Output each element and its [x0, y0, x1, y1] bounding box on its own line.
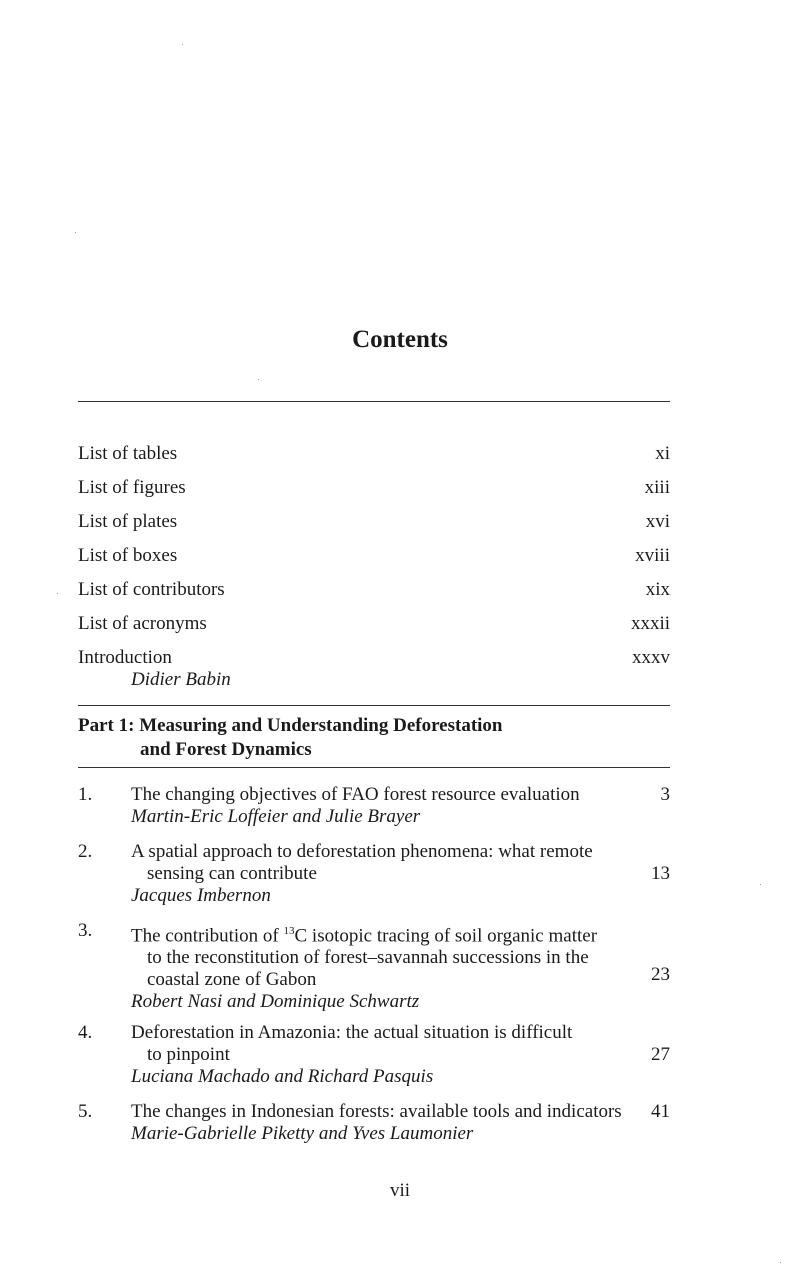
page-number: 3 [660, 784, 670, 805]
page-number: 41 [651, 1101, 670, 1122]
folio-page-number: vii [389, 1180, 411, 1201]
chapter-authors: Jacques Imbernon [131, 885, 271, 906]
title-rule [78, 401, 670, 402]
front-matter-label: List of acronyms [78, 613, 207, 634]
chapter-title-line [131, 920, 641, 947]
chapter-entry[interactable] [78, 1022, 670, 1088]
chapter-number: 3. [78, 920, 93, 941]
page-number: xiii [644, 477, 670, 498]
chapter-number: 1. [78, 784, 93, 805]
part-heading-line1: Part 1: Measuring and Understanding Deforestation [78, 715, 503, 736]
front-matter-label: List of contributors [78, 579, 225, 600]
front-matter-item[interactable] [78, 579, 670, 601]
front-matter-label: Introduction [78, 647, 172, 668]
chapter-number: 4. [78, 1022, 93, 1043]
scan-speck [760, 884, 761, 885]
page-number: xi [655, 443, 670, 464]
front-matter-item[interactable] [78, 443, 670, 465]
chapter-title-line: to the reconstitution of forest–savannah successions in the [147, 947, 589, 969]
page-number: 23 [651, 964, 670, 985]
page-number: xviii [635, 545, 670, 566]
part-top-rule [78, 705, 670, 706]
chapter-title-text: The contribution of [131, 925, 284, 947]
chapter-entry[interactable] [78, 784, 670, 828]
introduction-author: Didier Babin [131, 669, 231, 690]
chapter-number: 2. [78, 841, 93, 862]
superscript-13: 13 [283, 925, 295, 937]
chapter-authors: Luciana Machado and Richard Pasquis [131, 1066, 434, 1087]
page-number: 27 [651, 1044, 670, 1065]
chapter-entry[interactable] [78, 1101, 670, 1145]
front-matter-label: List of boxes [78, 545, 178, 566]
scan-speck [258, 379, 259, 380]
front-matter-label: List of tables [78, 443, 178, 464]
chapter-number: 5. [78, 1101, 93, 1122]
chapter-title-line: The changing objectives of FAO forest resource evaluation [131, 784, 580, 805]
chapter-authors: Martin-Eric Loffeier and Julie Brayer [131, 806, 421, 827]
front-matter-item[interactable] [78, 511, 670, 533]
front-matter-item[interactable] [78, 477, 670, 499]
page-title: Contents [352, 326, 448, 353]
front-matter-label: List of plates [78, 511, 178, 532]
chapter-authors: Robert Nasi and Dominique Schwartz [131, 991, 420, 1013]
scan-speck [75, 232, 76, 233]
front-matter-item[interactable] [78, 613, 670, 635]
chapter-title-line: Deforestation in Amazonia: the actual situation is difficult [131, 1022, 573, 1043]
scan-speck [182, 44, 183, 45]
part-heading-line2: and Forest Dynamics [140, 739, 312, 760]
part-bottom-rule [78, 767, 670, 768]
part-heading[interactable] [78, 714, 670, 762]
front-matter-item[interactable] [78, 647, 670, 691]
scan-speck [780, 1262, 781, 1263]
chapter-title-line: sensing can contribute [147, 863, 317, 884]
chapter-entry[interactable] [78, 841, 670, 907]
page-number: xxxii [630, 613, 670, 634]
page-number: xix [645, 579, 670, 600]
chapter-title-line: coastal zone of Gabon [147, 969, 317, 991]
front-matter-label: List of figures [78, 477, 186, 498]
chapter-title-line: to pinpoint [147, 1044, 230, 1065]
chapter-entry[interactable] [78, 920, 670, 1013]
front-matter-item[interactable] [78, 545, 670, 567]
chapter-title-line: The changes in Indonesian forests: available tools and indicators [131, 1101, 622, 1122]
page-number: 13 [651, 863, 670, 884]
page-number: xxxv [632, 647, 670, 668]
chapter-authors: Marie-Gabrielle Piketty and Yves Laumonier [131, 1123, 474, 1144]
page-number: xvi [645, 511, 670, 532]
chapter-title-text: C isotopic tracing of soil organic matter [294, 925, 598, 947]
chapter-title-line: A spatial approach to deforestation phenomena: what remote [131, 841, 593, 862]
scan-speck [57, 593, 58, 594]
